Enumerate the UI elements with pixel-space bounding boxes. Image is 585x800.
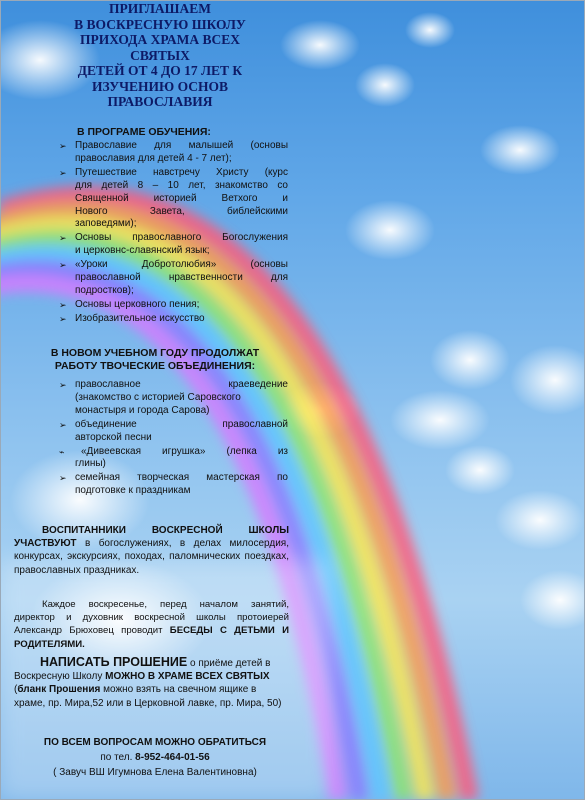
creative-heading: В НОВОМ УЧЕБНОМ ГОДУ ПРОДОЛЖАТ РАБОТУ ТВОЧЕСКИЕ ОБЪЕДИНЕНИЯ: [50, 347, 260, 372]
title-line: ИЗУЧЕНИЮ ОСНОВ [91, 78, 229, 94]
list-item: ⌁ «Дивеевская игрушка» (лепка из глины) [59, 445, 288, 470]
phone-number: 8-952-464-01-56 [135, 752, 210, 763]
list-item: ➢ «Уроки Добротолюбия» (основы православной нравственности для подростков); [59, 259, 288, 296]
list-item: ➢ Путешествие навстречу Христу (курс для детей 8 – 10 лет, знакомство со Священной историей Ветхого и Нового Завета, библейскими заповедями); [59, 166, 288, 230]
list-item: ➢ объединение православной авторской песни [59, 418, 288, 443]
arrow-bullet-icon: ⌁ [59, 446, 65, 457]
list-item: ➢ православное краеведение (знакомство с историей Саровского монастыря и города Сарова) [59, 379, 288, 416]
arrow-bullet-icon: ➢ [59, 141, 67, 151]
contact-block: ПО ВСЕМ ВОПРОСАМ МОЖНО ОБРАТИТЬСЯ по тел. 8-952-464-01-56 ( Завуч ВШ Игумнова Елена Валентиновна) [43, 737, 267, 778]
title-line: СВЯТЫХ [130, 47, 190, 63]
list-item: ➢ семейная творческая мастерская по подготовке к праздникам [59, 472, 288, 497]
title-line: ДЕТЕЙ ОТ 4 ДО 17 ЛЕТ К [77, 63, 243, 78]
title-line: ПРИГЛАШАЕМ [109, 1, 211, 16]
arrow-bullet-icon: ➢ [59, 233, 67, 244]
list-item: ➢ Основы православного Богослужения и церковнс-славянский язык; [59, 232, 288, 257]
page-title [10, 1, 310, 110]
sunday-paragraph: Каждое воскресенье, перед началом занятий, директор и духовник воскресной школы протоиерей Александр Брюховец проводит БЕСЕДЫ С ДЕТЬМИ И РОДИТЕЛЯМИ. [14, 599, 289, 650]
title-line: ПРИХОДА ХРАМА ВСЕХ [80, 32, 240, 47]
arrow-bullet-icon: ➢ [59, 473, 67, 484]
program-list [59, 140, 288, 326]
program-heading: В ПРОГРАМЕ ОБУЧЕНИЯ: [77, 126, 211, 138]
title-line: В ВОСКРЕСНУЮ ШКОЛУ [74, 16, 246, 32]
arrow-bullet-icon: ➢ [59, 167, 67, 178]
list-item: ➢ Основы церковного пения; [59, 298, 200, 310]
arrow-bullet-icon: ➢ [59, 299, 67, 310]
arrow-bullet-icon: ➢ [59, 419, 67, 430]
pupils-paragraph: ВОСПИТАННИКИ ВОСКРЕСНОЙ ШКОЛЫ УЧАСТВУЮТ в богослужениях, в делах милосердия, конкурсах, экскурсиях, походах, паломнических поездках, православных праздниках. [14, 525, 289, 576]
creative-list [59, 379, 288, 498]
title-line: ПРАВОСЛАВИЯ [107, 94, 213, 109]
petition-paragraph: НАПИСАТЬ ПРОШЕНИЕ о приёме детей в Воскресную Школу МОЖНО В ХРАМЕ ВСЕХ СВЯТЫХ (бланк Прошения можно взять на свечном ящике в храме, пр. Мира,52 или в Церковной лавке, пр. Мира, 50) [14, 655, 282, 709]
list-item: ➢ Православие для малышей (основы православия для детей 4 - 7 лет); [59, 140, 288, 164]
arrow-bullet-icon: ➢ [59, 260, 67, 271]
arrow-bullet-icon: ➢ [59, 313, 67, 324]
list-item: ➢ Изобразительное искусство [59, 312, 205, 324]
arrow-bullet-icon: ➢ [59, 380, 67, 390]
